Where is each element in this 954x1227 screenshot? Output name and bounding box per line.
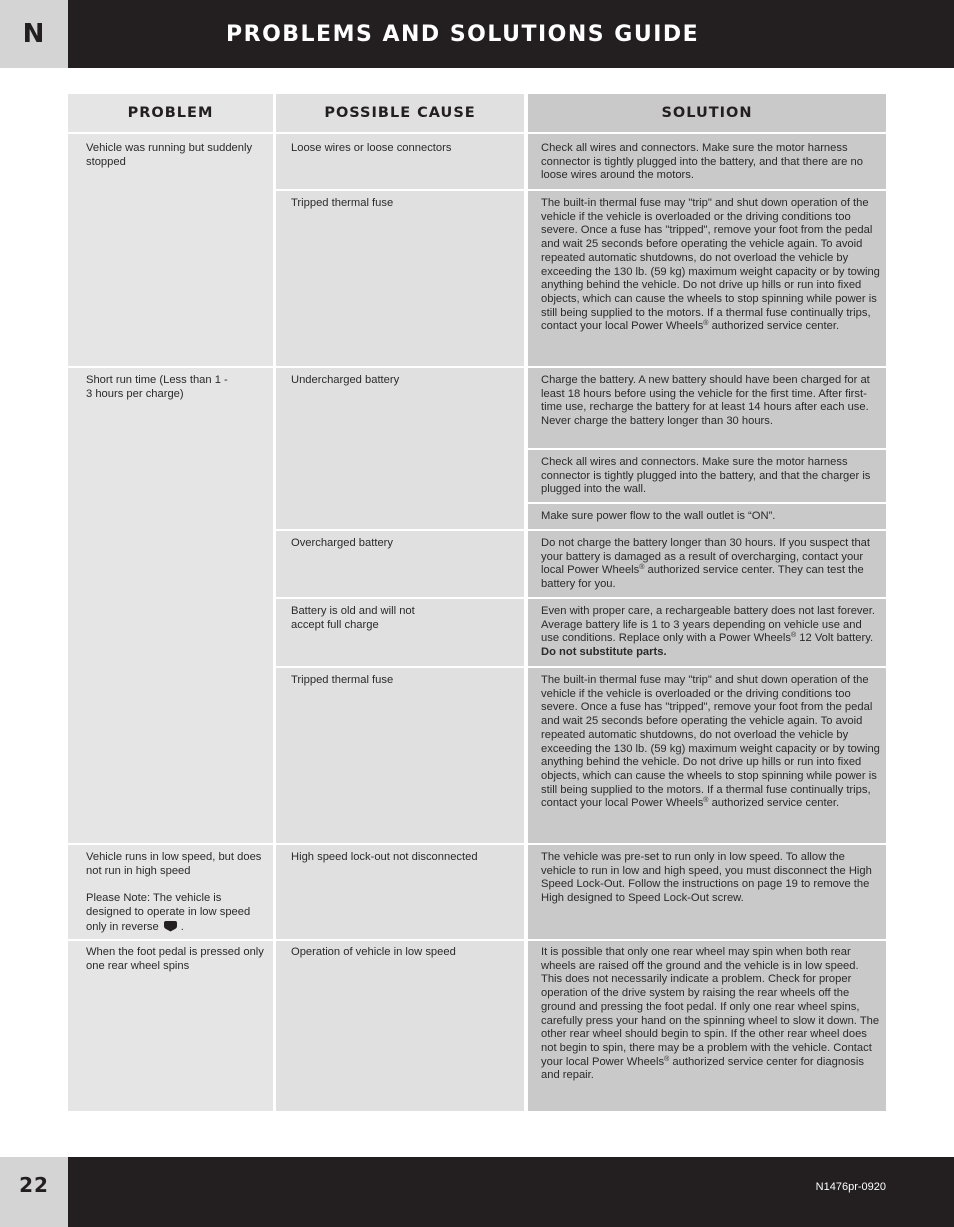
cause-text: Tripped thermal fuse xyxy=(291,674,394,686)
page-number-tab xyxy=(0,1157,68,1227)
problem-text xyxy=(86,851,266,934)
problem-main: Vehicle runs in low speed, but does not run in high speed xyxy=(86,851,262,877)
problem-note-end: . xyxy=(180,920,184,933)
column-header-solution: SOLUTION xyxy=(528,94,886,132)
row-divider xyxy=(276,666,886,668)
language-code: N xyxy=(22,19,46,49)
solution-text xyxy=(541,605,881,660)
solution-emphasis: Do not substitute parts. xyxy=(541,646,667,659)
reverse-gear-icon xyxy=(163,920,178,932)
solution-text: Make sure power flow to the wall outlet is “ON”. xyxy=(541,510,776,522)
cause-text: Loose wires or loose connectors xyxy=(291,142,452,154)
problem-text: Vehicle was running but suddenly stopped xyxy=(86,142,253,168)
solution-text: Check all wires and connectors. Make sure the motor harness connector is tightly plugged into the battery, and that there are no loose wires around the motors. xyxy=(541,142,863,182)
column-divider xyxy=(524,94,528,1111)
column-header-cause: POSSIBLE CAUSE xyxy=(276,94,524,132)
cause-text: Overcharged battery xyxy=(291,537,393,549)
row-divider xyxy=(276,529,886,531)
solution-body: Even with proper care, a rechargeable battery does not last forever. Average battery life is 1 to 3 years depending on vehicle use and use conditions. Replace only with a Power Wheels® 12 Volt battery. xyxy=(541,605,875,645)
column-divider xyxy=(273,94,276,1111)
problem-note-text: Please Note: The vehicle is designed to operate in low speed only in reverse xyxy=(86,892,251,933)
document-code: N1476pr-0920 xyxy=(815,1181,886,1193)
problem-text: Short run time (Less than 1 - 3 hours per charge) xyxy=(86,374,228,400)
solution-text: The vehicle was pre-set to run only in low speed. To allow the vehicle to run in low and high speed, you must disconnect the High Speed Lock-Out. Follow the instructions on page 19 to remove the High designed to Speed Lock-Out screw. xyxy=(541,851,872,905)
row-divider xyxy=(528,448,886,450)
row-divider xyxy=(68,939,886,941)
problem-note xyxy=(86,892,266,934)
solution-text: Do not charge the battery longer than 30 hours. If you suspect that your battery is damaged as a result of overcharging, contact your local Power Wheels® authorized service center. They can test the battery for you. xyxy=(541,537,870,591)
row-divider xyxy=(276,597,886,599)
solution-text: Charge the battery. A new battery should have been charged for at least 18 hours before using the vehicle for the first time. After first-time use, recharge the battery for at least 14 hours after each use. Never charge the battery longer than 30 hours. xyxy=(541,374,870,428)
troubleshooting-table xyxy=(68,94,886,1111)
solution-text: It is possible that only one rear wheel may spin when both rear wheels are raised off the ground and the vehicle is in low speed. This does not necessarily indicate a problem. Check for proper operation of the drive system by raising the rear wheels off the ground and pressing the foot pedal. If only one rear wheel spins, carefully press your hand on the spinning wheel to slow it down. The other rear wheel should begin to spin. If the other rear wheel does not begin to spin, there may be a problem with the vehicle. Contact your local Power Wheels® authorized service center for diagnosis and repair. xyxy=(541,946,880,1082)
cause-text: Undercharged battery xyxy=(291,374,400,386)
row-divider xyxy=(68,843,886,845)
cause-text: Operation of vehicle in low speed xyxy=(291,946,456,958)
row-divider xyxy=(68,366,886,368)
row-divider xyxy=(276,189,886,191)
column-header-problem: PROBLEM xyxy=(68,94,273,132)
page-number: 22 xyxy=(19,1173,49,1197)
cause-text: Tripped thermal fuse xyxy=(291,197,394,209)
solution-text: The built-in thermal fuse may "trip" and shut down operation of the vehicle if the vehicle is overloaded or the driving conditions too severe. Once a fuse has "tripped", remove your foot from the pedal and wait 25 seconds before operating the vehicle again. To avoid repeated automatic shutdowns, do not overload the vehicle by exceeding the 130 lb. (59 kg) maximum weight capacity or by towing anything behind the vehicle. Do not drive up hills or run into fixed objects, which can cause the wheels to stop spinning while power is still being supplied to the motors. If a thermal fuse continually trips, contact your local Power Wheels® authorized service center. xyxy=(541,197,880,333)
problem-text: When the foot pedal is pressed only one rear wheel spins xyxy=(86,946,264,972)
row-divider xyxy=(68,132,886,134)
solution-text: Check all wires and connectors. Make sure the motor harness connector is tightly plugged into the battery, and that the charger is plugged into the wall. xyxy=(541,456,871,496)
language-tab xyxy=(0,0,68,68)
page-title: PROBLEMS AND SOLUTIONS GUIDE xyxy=(226,21,700,47)
cause-text: High speed lock-out not disconnected xyxy=(291,851,478,863)
footer-bar xyxy=(0,1157,954,1227)
cause-text: Battery is old and will not accept full charge xyxy=(291,605,415,631)
solution-text: The built-in thermal fuse may "trip" and shut down operation of the vehicle if the vehicle is overloaded or the driving conditions too severe. Once a fuse has "tripped", remove your foot from the pedal and wait 25 seconds before operating the vehicle again. To avoid repeated automatic shutdowns, do not overload the vehicle by exceeding the 130 lb. (59 kg) maximum weight capacity or by towing anything behind the vehicle. Do not drive up hills or run into fixed objects, which can cause the wheels to stop spinning while power is still being supplied to the motors. If a thermal fuse continually trips, contact your local Power Wheels® authorized service center. xyxy=(541,674,880,810)
row-divider xyxy=(528,502,886,504)
